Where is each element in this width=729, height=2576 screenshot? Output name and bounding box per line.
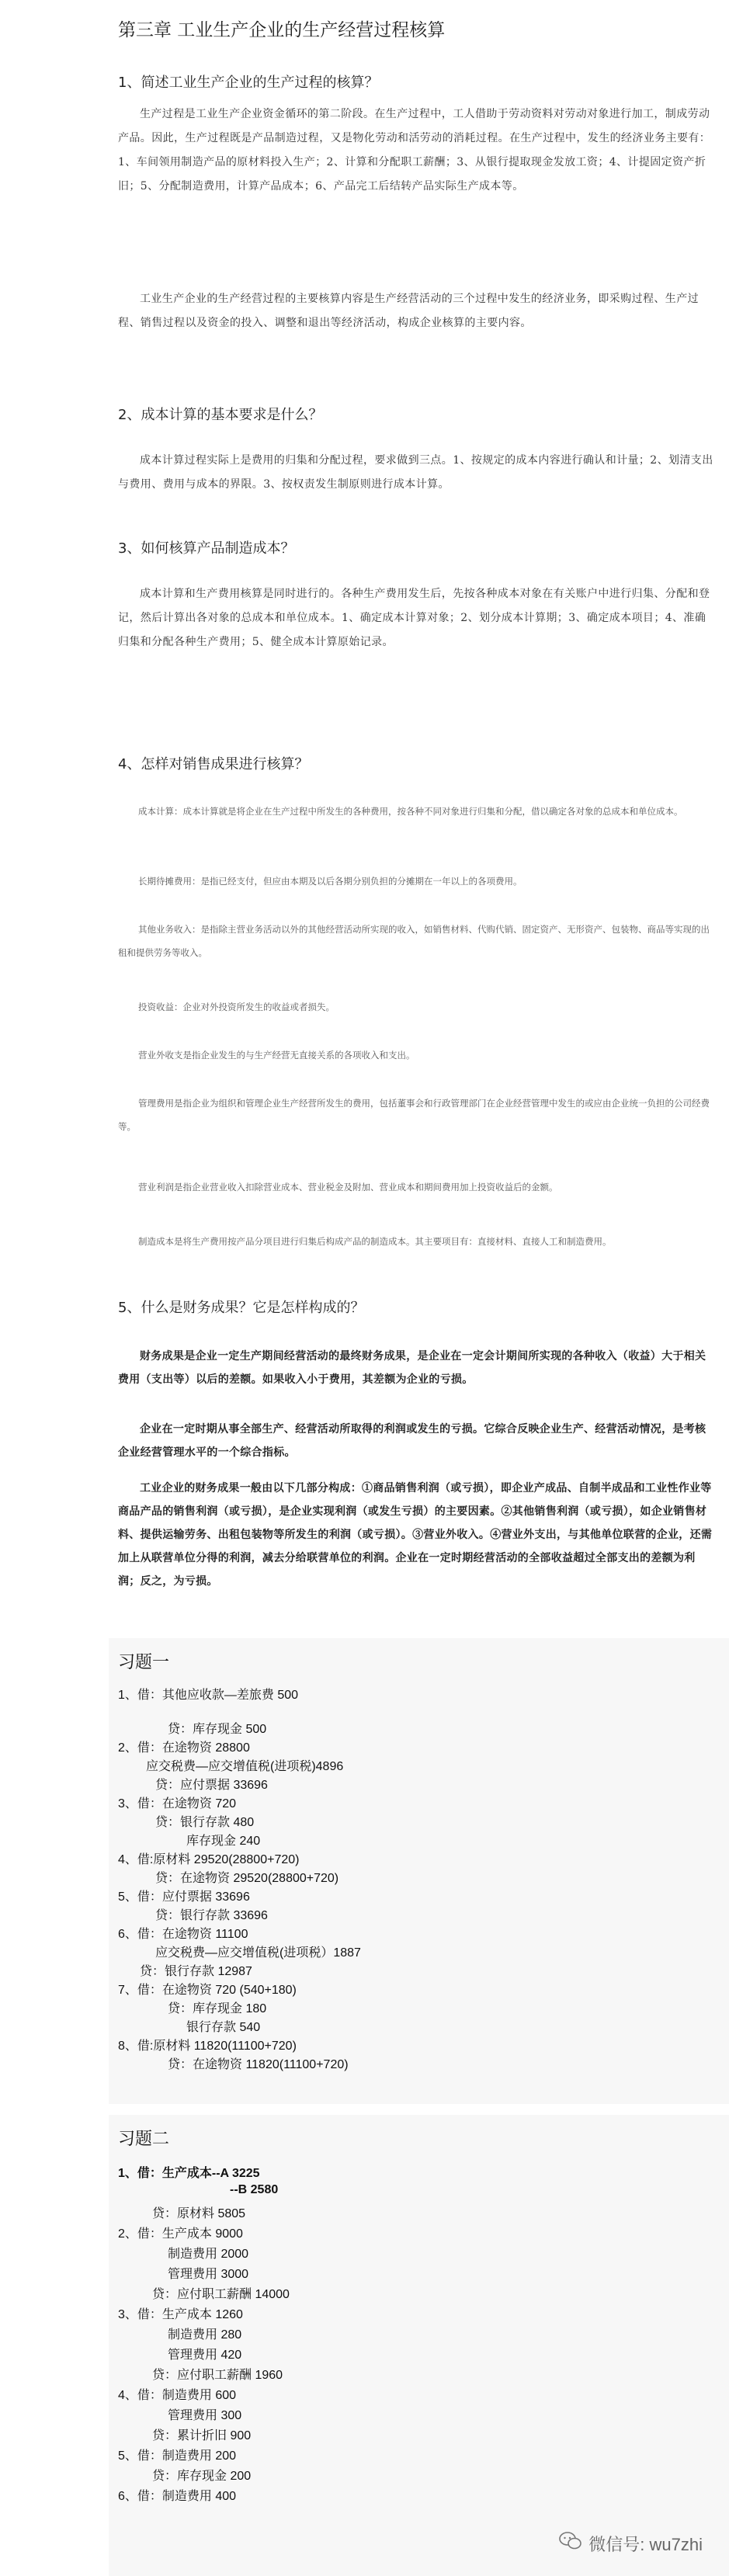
q4-item-6: 管理费用是指企业为组织和管理企业生产经营所发生的费用，包括董事会和行政管理部门在企业经营管理中发生的或应由企业统一负担的公司经费等。 — [118, 1098, 710, 1132]
ex1-line: 6、借：在途物资 11100 — [118, 1928, 248, 1941]
exercise-2-heading: 习题二 — [118, 2129, 170, 2148]
ex1-line: 库存现金 240 — [186, 1835, 261, 1848]
ex1-line: 贷：在途物资 11820(11100+720) — [168, 2058, 349, 2071]
ex1-line: 应交税费—应交增值税(进项税)4896 — [146, 1760, 344, 1773]
watermark-text: 微信号: wu7zhi — [588, 2534, 703, 2554]
document-page — [109, 0, 729, 2576]
q4-item-2: 长期待摊费用：是指已经支付，但应由本期及以后各期分别负担的分摊期在一年以上的各项费用。 — [138, 876, 522, 887]
q4-item-1: 成本计算：成本计算就是将企业在生产过程中所发生的各种费用，按各种不同对象进行归集和分配，借以确定各对象的总成本和单位成本。 — [138, 806, 683, 817]
wechat-watermark — [559, 2531, 703, 2556]
ex1-line: 5、借：应付票据 33696 — [118, 1890, 250, 1904]
ex2-line: 贷：库存现金 200 — [152, 2470, 252, 2483]
ex1-line: 应交税费—应交增值税(进项税）1887 — [155, 1946, 361, 1960]
question-3: 3、如何核算产品制造成本？ — [118, 540, 295, 557]
ex1-line: 7、借：在途物资 720 (540+180) — [118, 1984, 297, 1997]
ex1-line: 1、借：其他应收款—差旅费 500 — [118, 1689, 299, 1702]
q3-paragraph-1: 成本计算和生产费用核算是同时进行的。各种生产费用发生后，先按各种成本对象在有关账户中进行归集、分配和登记，然后计算出各对象的总成本和单位成本。1、确定成本计算对象；2、划分成本计算期；3、确定成本项目；4、准确归集和分配各种生产费用；5、健全成本计算原始记录。 — [118, 588, 710, 648]
ex1-line: 贷：银行存款 12987 — [140, 1965, 252, 1978]
ex1-line: 4、借:原材料 29520(28800+720) — [118, 1853, 300, 1866]
ex2-line: 管理费用 420 — [168, 2349, 242, 2362]
q1-paragraph-1: 生产过程是工业生产企业资金循环的第二阶段。在生产过程中，工人借助于劳动资料对劳动对象进行加工，制成劳动产品。因此，生产过程既是产品制造过程，又是物化劳动和活劳动的消耗过程。在生产过程中，发生的经济业务主要有：1、车间领用制造产品的原材料投入生产；2、计算和分配职工薪酬；3、从银行提取现金发放工资；4、计提固定资产折旧；5、分配制造费用，计算产品成本；6、产品完工后结转产品实际生产成本等。 — [118, 108, 711, 193]
wechat-icon — [559, 2531, 582, 2556]
ex2-line: 贷：应付职工薪酬 1960 — [152, 2369, 283, 2382]
ex1-line: 8、借:原材料 11820(11100+720) — [118, 2040, 297, 2053]
q4-item-4: 投资收益：企业对外投资所发生的收益或者损失。 — [138, 1002, 335, 1012]
ex1-line: 3、借：在途物资 720 — [118, 1797, 237, 1810]
ex1-line: 贷：库存现金 500 — [168, 1723, 267, 1736]
ex2-line: --B 2580 — [230, 2183, 279, 2196]
ex2-line: 贷：应付职工薪酬 14000 — [152, 2288, 290, 2301]
question-1: 1、简述工业生产企业的生产过程的核算？ — [118, 75, 379, 91]
ex2-line: 贷：累计折旧 900 — [152, 2429, 252, 2442]
q4-item-5: 营业外收支是指企业发生的与生产经营无直接关系的各项收入和支出。 — [138, 1050, 415, 1061]
ex2-line: 1、借：生产成本--A 3225 — [118, 2167, 260, 2180]
ex2-line: 2、借：生产成本 9000 — [118, 2227, 243, 2241]
ex2-line: 4、借：制造费用 600 — [118, 2389, 237, 2402]
q2-paragraph-1: 成本计算过程实际上是费用的归集和分配过程，要求做到三点。1、按规定的成本内容进行确认和计量；2、划清支出与费用、费用与成本的界限。3、按权责发生制原则进行成本计算。 — [118, 454, 713, 491]
ex2-line: 6、借：制造费用 400 — [118, 2490, 237, 2503]
ex2-line: 管理费用 3000 — [168, 2268, 249, 2281]
question-4: 4、怎样对销售成果进行核算？ — [118, 756, 309, 772]
q5-paragraph-3: 工业企业的财务成果一般由以下几部分构成：①商品销售利润（或亏损），即企业产成品、自制半成品和工业性作业等商品产品的销售利润（或亏损），是企业实现利润（或发生亏损）的主要因素。②其他销售利润（或亏损），如企业销售材料、提供运输劳务、出租包装物等所发生的利润（或亏损）。③营业外收入。④营业外支出，与其他单位联营的企业，还需加上从联营单位分得的利润，减去分给联营单位的利润。企业在一定时期经营活动的全部收益超过全部支出的差额为利润；反之，为亏损。 — [118, 1482, 713, 1588]
exercise-1-section — [109, 1638, 729, 2104]
q5-paragraph-1: 财务成果是企业一定生产期间经营活动的最终财务成果，是企业在一定会计期间所实现的各种收入（收益）大于相关费用（支出等）以后的差额。如果收入小于费用，其差额为企业的亏损。 — [118, 1350, 706, 1386]
ex1-line: 贷：银行存款 33696 — [155, 1909, 268, 1922]
ex2-line: 管理费用 300 — [168, 2409, 242, 2422]
exercise-2-section — [109, 2115, 729, 2576]
ex2-line: 3、借：生产成本 1260 — [118, 2308, 243, 2321]
q5-paragraph-2: 企业在一定时期从事全部生产、经营活动所取得的利润或发生的亏损。它综合反映企业生产、经营活动情况，是考核企业经营管理水平的一个综合指标。 — [118, 1423, 706, 1459]
page-title: 第三章 工业生产企业的生产经营过程核算 — [118, 20, 446, 40]
ex2-line: 制造费用 280 — [168, 2328, 242, 2342]
ex2-line: 贷：原材料 5805 — [152, 2207, 246, 2220]
ex1-line: 贷：在途物资 29520(28800+720) — [155, 1872, 339, 1885]
ex2-line: 制造费用 2000 — [168, 2248, 249, 2261]
q4-item-8: 制造成本是将生产费用按产品分项目进行归集后构成产品的制造成本。其主要项目有：直接材料、直接人工和制造费用。 — [138, 1236, 612, 1247]
ex1-line: 贷：银行存款 480 — [155, 1816, 255, 1829]
ex1-line: 贷：应付票据 33696 — [155, 1779, 268, 1792]
question-2: 2、成本计算的基本要求是什么？ — [118, 407, 323, 423]
q4-item-7: 营业利润是指企业营业收入扣除营业成本、营业税金及附加、营业成本和期间费用加上投资收益后的金额。 — [138, 1182, 558, 1193]
question-5: 5、什么是财务成果？它是怎样构成的？ — [118, 1300, 365, 1316]
exercise-1-heading: 习题一 — [118, 1652, 170, 1672]
ex1-line: 贷：库存现金 180 — [168, 2002, 267, 2015]
q1-paragraph-2: 工业生产企业的生产经营过程的主要核算内容是生产经营活动的三个过程中发生的经济业务，即采购过程、生产过程、销售过程以及资金的投入、调整和退出等经济活动，构成企业核算的主要内容。 — [118, 293, 699, 329]
ex1-line: 2、借：在途物资 28800 — [118, 1741, 250, 1755]
q4-item-3: 其他业务收入：是指除主营业务活动以外的其他经营活动所实现的收入，如销售材料、代购代销、固定资产、无形资产、包装物、商品等实现的出租和提供劳务等收入。 — [118, 924, 710, 958]
ex2-line: 5、借：制造费用 200 — [118, 2449, 237, 2463]
ex1-line: 银行存款 540 — [186, 2021, 261, 2034]
